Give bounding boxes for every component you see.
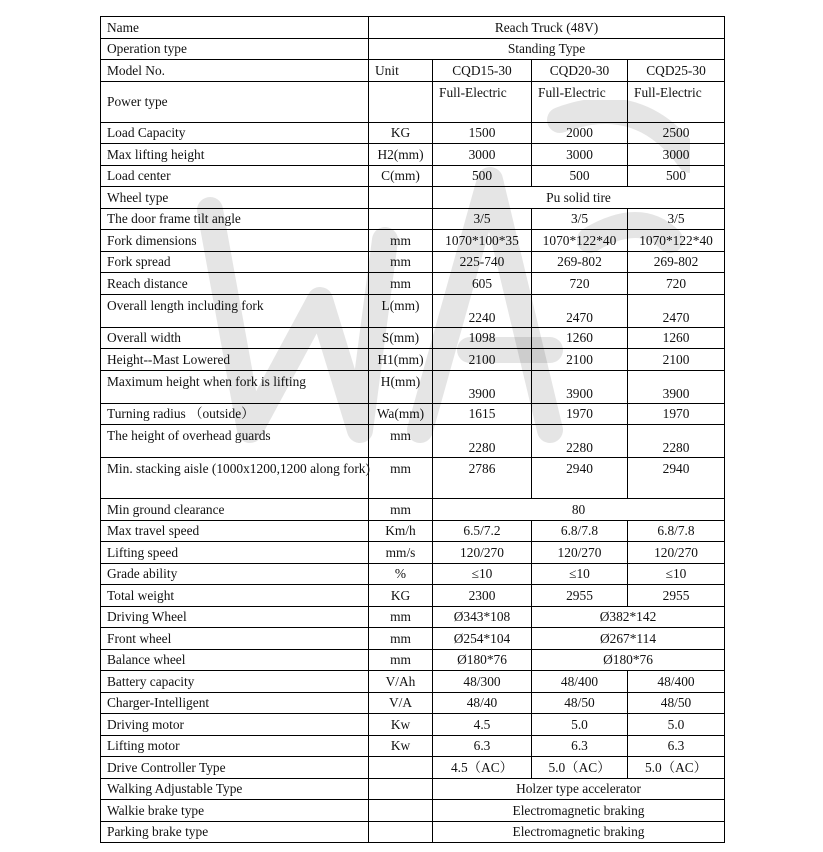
unit-cell: KG <box>369 585 433 607</box>
table-row <box>101 714 725 736</box>
unit-header: Unit <box>369 60 433 82</box>
row-label: Drive Controller Type <box>101 757 369 779</box>
value-cell: 1070*122*40 <box>532 230 628 252</box>
operation-type-value: Standing Type <box>369 38 725 60</box>
value-cell: 2100 <box>532 349 628 371</box>
table-row <box>101 370 725 403</box>
table-row <box>101 735 725 757</box>
table-row-power-type <box>101 81 725 122</box>
value-cell: Ø180*76 <box>433 649 532 671</box>
table-row <box>101 458 725 499</box>
value-cell: 2955 <box>532 585 628 607</box>
value-cell: Full-Electric <box>532 81 628 122</box>
unit-cell: H1(mm) <box>369 349 433 371</box>
unit-cell: Wa(mm) <box>369 403 433 425</box>
value-cell: 2100 <box>433 349 532 371</box>
unit-cell: H2(mm) <box>369 144 433 166</box>
value-cell: 48/50 <box>628 692 725 714</box>
value-cell: 225-740 <box>433 251 532 273</box>
value-cell: 2955 <box>628 585 725 607</box>
value-cell: 2000 <box>532 122 628 144</box>
unit-cell: mm <box>369 628 433 650</box>
unit-cell: mm <box>369 499 433 521</box>
value-cell: 120/270 <box>433 542 532 564</box>
value-cell: 2100 <box>628 349 725 371</box>
value-cell: 269-802 <box>532 251 628 273</box>
value-cell: 3900 <box>532 370 628 403</box>
table-row-operation-type <box>101 38 725 60</box>
row-label: Power type <box>101 81 369 122</box>
unit-cell: mm <box>369 251 433 273</box>
value-cell: 500 <box>433 165 532 187</box>
row-label: The door frame tilt angle <box>101 208 369 230</box>
unit-cell: mm <box>369 649 433 671</box>
row-label: Walkie brake type <box>101 800 369 822</box>
value-cell: 6.5/7.2 <box>433 520 532 542</box>
unit-cell: V/A <box>369 692 433 714</box>
row-label: The height of overhead guards <box>101 425 369 458</box>
model-cqd25: CQD25-30 <box>628 60 725 82</box>
value-cell: 6.8/7.8 <box>532 520 628 542</box>
row-label: Total weight <box>101 585 369 607</box>
row-label: Battery capacity <box>101 671 369 693</box>
value-cell: 720 <box>532 273 628 295</box>
table-row <box>101 563 725 585</box>
table-row <box>101 757 725 779</box>
table-row <box>101 778 725 800</box>
row-label: Driving motor <box>101 714 369 736</box>
row-label: Max lifting height <box>101 144 369 166</box>
value-cell: 2470 <box>532 294 628 327</box>
unit-cell <box>369 778 433 800</box>
value-cell: 500 <box>628 165 725 187</box>
unit-cell <box>369 81 433 122</box>
row-label: Driving Wheel <box>101 606 369 628</box>
value-cell: 48/50 <box>532 692 628 714</box>
unit-cell: % <box>369 563 433 585</box>
table-row <box>101 692 725 714</box>
unit-cell: mm <box>369 458 433 499</box>
row-label: Reach distance <box>101 273 369 295</box>
table-row <box>101 403 725 425</box>
value-cell: ≤10 <box>433 563 532 585</box>
value-cell: 3900 <box>628 370 725 403</box>
row-label: Min. stacking aisle (1000x1200,1200 along fork) <box>101 458 369 499</box>
table-row <box>101 349 725 371</box>
unit-cell: Km/h <box>369 520 433 542</box>
model-cqd20: CQD20-30 <box>532 60 628 82</box>
value-cell: 4.5（AC） <box>433 757 532 779</box>
value-cell: 605 <box>433 273 532 295</box>
spec-table <box>100 16 725 843</box>
table-row <box>101 144 725 166</box>
unit-cell <box>369 821 433 843</box>
value-cell: Full-Electric <box>628 81 725 122</box>
row-label: Load center <box>101 165 369 187</box>
unit-cell: mm/s <box>369 542 433 564</box>
value-cell: 120/270 <box>628 542 725 564</box>
table-row <box>101 649 725 671</box>
unit-cell: KG <box>369 122 433 144</box>
row-label: Charger-Intelligent <box>101 692 369 714</box>
value-cell: 3000 <box>532 144 628 166</box>
row-label: Load Capacity <box>101 122 369 144</box>
unit-cell: Kw <box>369 714 433 736</box>
value-cell: 2500 <box>628 122 725 144</box>
value-cell: 500 <box>532 165 628 187</box>
value-cell: 6.3 <box>628 735 725 757</box>
value-cell: 5.0 <box>628 714 725 736</box>
unit-cell <box>369 208 433 230</box>
product-name: Reach Truck (48V) <box>369 17 725 39</box>
table-row <box>101 800 725 822</box>
unit-cell: C(mm) <box>369 165 433 187</box>
value-cell: 48/40 <box>433 692 532 714</box>
unit-cell <box>369 187 433 209</box>
row-label: Height--Mast Lowered <box>101 349 369 371</box>
value-cell: ≤10 <box>532 563 628 585</box>
value-cell: 6.3 <box>433 735 532 757</box>
value-cell: 2240 <box>433 294 532 327</box>
value-cell: 6.3 <box>532 735 628 757</box>
value-cell: 6.8/7.8 <box>628 520 725 542</box>
value-cell: 1615 <box>433 403 532 425</box>
value-cell: 120/270 <box>532 542 628 564</box>
value-cell: Ø180*76 <box>532 649 725 671</box>
value-cell: 2940 <box>532 458 628 499</box>
value-cell: 3/5 <box>532 208 628 230</box>
value-cell: 48/400 <box>628 671 725 693</box>
table-row <box>101 671 725 693</box>
table-row <box>101 628 725 650</box>
table-row <box>101 606 725 628</box>
table-row-model-header <box>101 60 725 82</box>
value-cell: 1070*100*35 <box>433 230 532 252</box>
value-cell: 2280 <box>433 425 532 458</box>
row-label: Front wheel <box>101 628 369 650</box>
value-cell: 5.0 <box>532 714 628 736</box>
value-cell: 2470 <box>628 294 725 327</box>
table-row <box>101 327 725 349</box>
row-label: Lifting motor <box>101 735 369 757</box>
table-row <box>101 585 725 607</box>
table-row <box>101 425 725 458</box>
row-label: Operation type <box>101 38 369 60</box>
value-cell: 1260 <box>532 327 628 349</box>
table-row <box>101 542 725 564</box>
unit-cell: S(mm) <box>369 327 433 349</box>
value-cell: 3/5 <box>628 208 725 230</box>
value-cell: 1098 <box>433 327 532 349</box>
value-cell: 5.0（AC） <box>532 757 628 779</box>
unit-cell: Kw <box>369 735 433 757</box>
table-row <box>101 165 725 187</box>
row-label: Overall length including fork <box>101 294 369 327</box>
table-row <box>101 251 725 273</box>
row-label: Maximum height when fork is lifting <box>101 370 369 403</box>
table-row <box>101 208 725 230</box>
unit-cell: H(mm) <box>369 370 433 403</box>
row-label: Parking brake type <box>101 821 369 843</box>
unit-cell <box>369 800 433 822</box>
table-row-name <box>101 17 725 39</box>
value-cell: 1970 <box>532 403 628 425</box>
value-cell: Holzer type accelerator <box>433 778 725 800</box>
value-cell: 4.5 <box>433 714 532 736</box>
value-cell: 1500 <box>433 122 532 144</box>
table-row <box>101 821 725 843</box>
row-label: Name <box>101 17 369 39</box>
row-label: Max travel speed <box>101 520 369 542</box>
row-label: Walking Adjustable Type <box>101 778 369 800</box>
value-cell: 1260 <box>628 327 725 349</box>
table-row <box>101 230 725 252</box>
value-cell: Ø343*108 <box>433 606 532 628</box>
row-label: Model No. <box>101 60 369 82</box>
row-label: Wheel type <box>101 187 369 209</box>
value-cell: Electromagnetic braking <box>433 800 725 822</box>
unit-cell: mm <box>369 425 433 458</box>
table-row <box>101 187 725 209</box>
value-cell: Ø254*104 <box>433 628 532 650</box>
value-cell: Electromagnetic braking <box>433 821 725 843</box>
unit-cell: V/Ah <box>369 671 433 693</box>
value-cell: 5.0（AC） <box>628 757 725 779</box>
value-cell: 3000 <box>628 144 725 166</box>
row-label: Balance wheel <box>101 649 369 671</box>
unit-cell: mm <box>369 606 433 628</box>
table-row <box>101 122 725 144</box>
value-cell: 269-802 <box>628 251 725 273</box>
value-cell: 2300 <box>433 585 532 607</box>
unit-cell: mm <box>369 273 433 295</box>
value-cell: 48/400 <box>532 671 628 693</box>
table-row <box>101 499 725 521</box>
table-row <box>101 294 725 327</box>
value-cell: 720 <box>628 273 725 295</box>
table-row <box>101 520 725 542</box>
value-cell: 3/5 <box>433 208 532 230</box>
value-cell: 1970 <box>628 403 725 425</box>
row-label: Overall width <box>101 327 369 349</box>
value-cell: Ø267*114 <box>532 628 725 650</box>
value-cell: 2940 <box>628 458 725 499</box>
row-label: Lifting speed <box>101 542 369 564</box>
value-cell: Full-Electric <box>433 81 532 122</box>
value-cell: 1070*122*40 <box>628 230 725 252</box>
value-cell: 2786 <box>433 458 532 499</box>
value-cell: Ø382*142 <box>532 606 725 628</box>
value-cell: 80 <box>433 499 725 521</box>
table-row <box>101 273 725 295</box>
row-label: Fork dimensions <box>101 230 369 252</box>
value-cell: 3000 <box>433 144 532 166</box>
row-label: Min ground clearance <box>101 499 369 521</box>
value-cell: 2280 <box>532 425 628 458</box>
row-label: Turning radius （outside） <box>101 403 369 425</box>
value-cell: 3900 <box>433 370 532 403</box>
value-cell: Pu solid tire <box>433 187 725 209</box>
unit-cell: mm <box>369 230 433 252</box>
value-cell: 48/300 <box>433 671 532 693</box>
unit-cell: L(mm) <box>369 294 433 327</box>
value-cell: 2280 <box>628 425 725 458</box>
unit-cell <box>369 757 433 779</box>
value-cell: ≤10 <box>628 563 725 585</box>
model-cqd15: CQD15-30 <box>433 60 532 82</box>
row-label: Grade ability <box>101 563 369 585</box>
row-label: Fork spread <box>101 251 369 273</box>
